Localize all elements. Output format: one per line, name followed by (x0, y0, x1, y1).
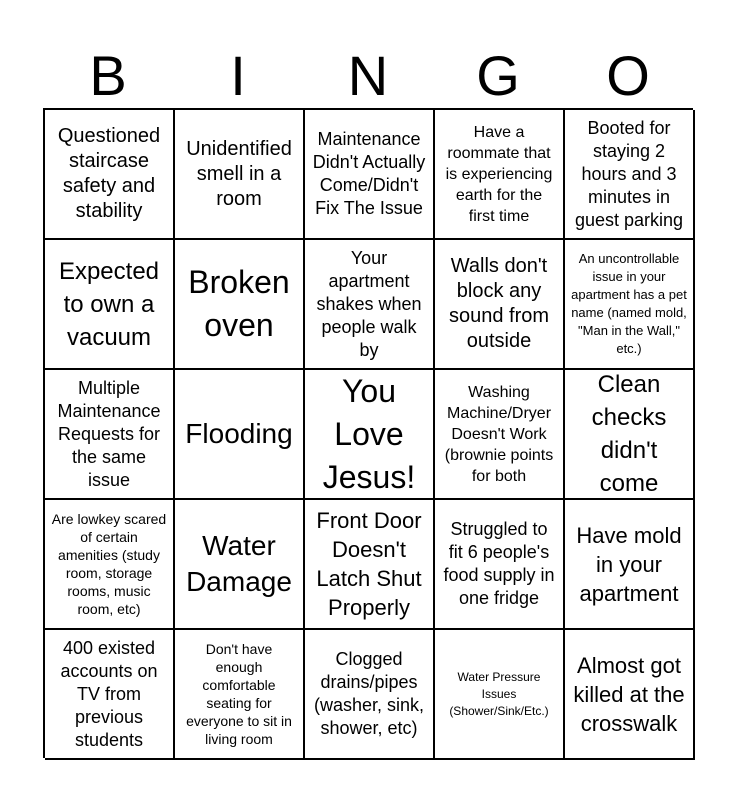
bingo-cell[interactable] (45, 110, 175, 240)
bingo-cell[interactable] (45, 240, 175, 370)
header-letter-i: I (230, 44, 246, 107)
cell-text: Questioned staircase safety and stability (57, 125, 161, 222)
bingo-cell[interactable] (435, 240, 565, 370)
cell-text: Are lowkey scared of certain amenities (study room, storage rooms, music room, etc) (51, 511, 167, 617)
cell-text: Front Door Doesn't Latch Shut Properly (316, 508, 422, 620)
cell-text: Clean checks didn't come (591, 371, 667, 497)
cell-text: Flooding (185, 418, 293, 449)
bingo-cell[interactable] (45, 500, 175, 630)
cell-text: Your apartment shakes when people walk by (316, 247, 422, 360)
bingo-cell[interactable] (305, 240, 435, 370)
bingo-cell[interactable] (565, 110, 695, 240)
cell-text: Struggled to fit 6 people's food supply in one fridge (443, 519, 555, 608)
cell-text: Washing Machine/Dryer Doesn't Work (brownie points for both (444, 383, 554, 485)
bingo-board (43, 108, 693, 758)
bingo-cell[interactable] (565, 630, 695, 760)
cell-text: An uncontrollable issue in your apartment has a pet name (named mold, "Man in the Wall," etc.) (571, 251, 687, 356)
bingo-cell[interactable] (305, 110, 435, 240)
cell-text: Water Pressure Issues (Shower/Sink/Etc.) (449, 669, 549, 718)
bingo-cell[interactable] (175, 370, 305, 500)
bingo-cell[interactable] (45, 630, 175, 760)
bingo-cell[interactable] (175, 500, 305, 630)
cell-text: Multiple Maintenance Requests for the same issue (57, 377, 161, 490)
bingo-cell[interactable] (305, 500, 435, 630)
bingo-cell[interactable] (435, 500, 565, 630)
bingo-cell[interactable] (565, 240, 695, 370)
cell-text: Clogged drains/pipes (washer, sink, shower, etc) (313, 649, 425, 738)
bingo-cell[interactable] (305, 370, 435, 500)
bingo-header (43, 44, 693, 108)
cell-text: You Love Jesus! (322, 372, 416, 495)
cell-text: Almost got killed at the crosswalk (573, 652, 685, 736)
cell-text: Expected to own a vacuum (58, 257, 160, 351)
bingo-cell[interactable] (175, 630, 305, 760)
cell-text: 400 existed accounts on TV from previous students (60, 637, 158, 750)
bingo-cell[interactable] (565, 370, 695, 500)
cell-text: Broken oven (188, 264, 290, 343)
bingo-cell[interactable] (175, 240, 305, 370)
bingo-cell[interactable] (305, 630, 435, 760)
cell-text: Have mold in your apartment (576, 522, 682, 606)
cell-text: Walls don't block any sound from outside (448, 255, 550, 352)
header-letter-b: B (89, 44, 127, 107)
cell-text: Unidentified smell in a room (186, 137, 292, 210)
bingo-cell[interactable] (435, 630, 565, 760)
bingo-cell[interactable] (45, 370, 175, 500)
bingo-cell[interactable] (565, 500, 695, 630)
bingo-cell[interactable] (435, 110, 565, 240)
cell-text: Booted for staying 2 hours and 3 minutes in guest parking (574, 117, 684, 230)
cell-text: Don't have enough comfortable seating for everyone to sit in living room (186, 641, 292, 747)
header-letter-n: N (347, 44, 389, 107)
cell-text: Have a roommate that is experiencing earth for the first time (445, 123, 553, 225)
cell-text: Water Damage (186, 530, 292, 597)
bingo-cell[interactable] (435, 370, 565, 500)
header-letter-o: O (606, 44, 650, 107)
header-letter-g: G (476, 44, 520, 107)
bingo-cell[interactable] (175, 110, 305, 240)
cell-text: Maintenance Didn't Actually Come/Didn't Fix The Issue (312, 129, 426, 218)
